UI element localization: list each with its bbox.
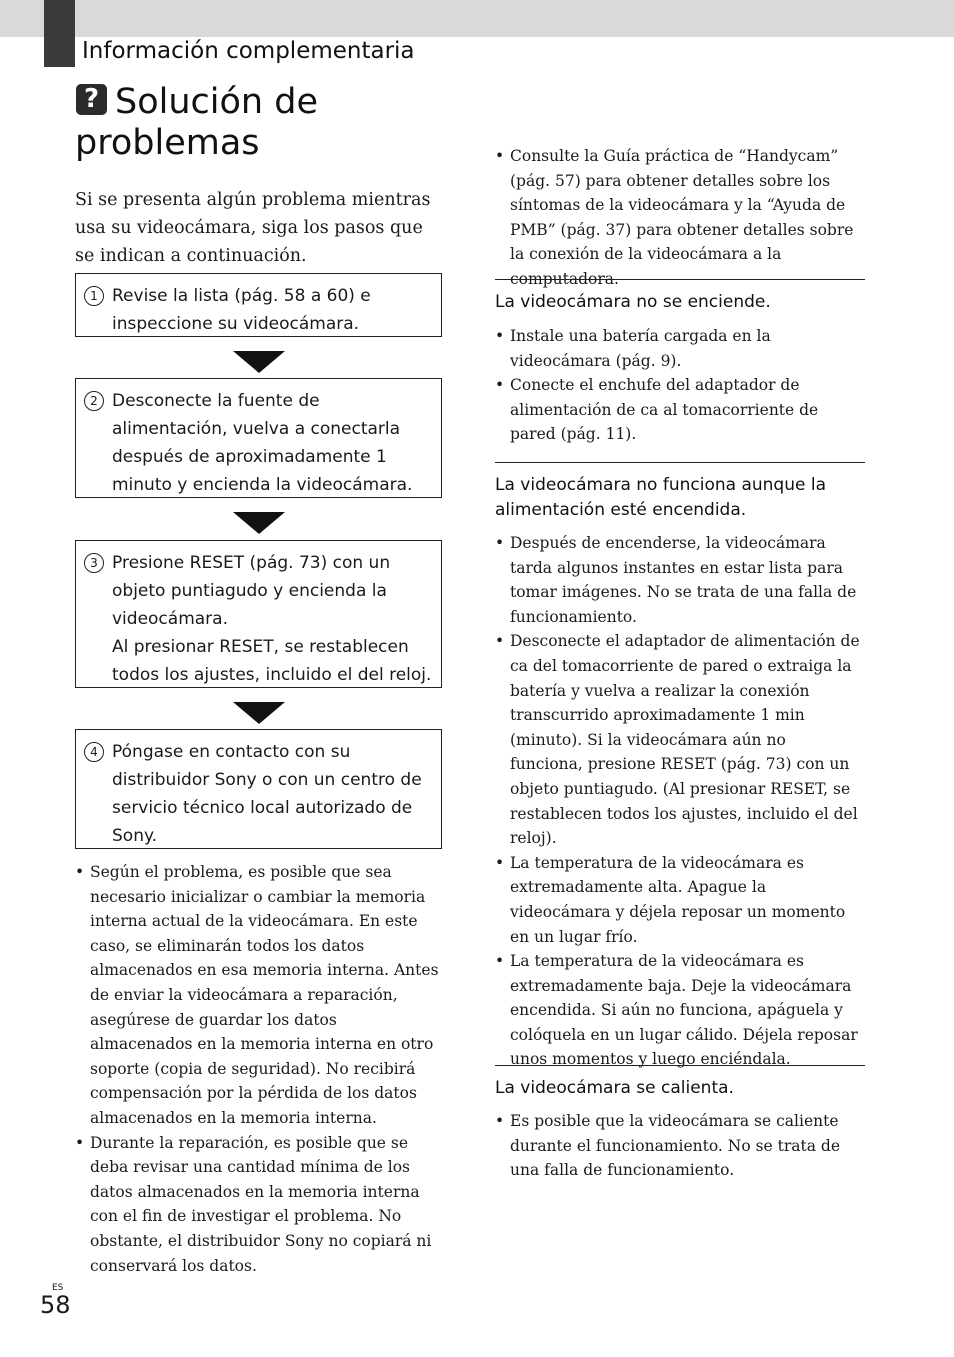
section-heading: La videocámara se calienta. — [495, 1078, 734, 1098]
list-item: • La temperatura de la videocámara es extremadamente alta. Apague la videocámara y déjela reposar un momento en un lugar frío. — [495, 851, 860, 949]
section-list — [495, 324, 860, 447]
section-marker — [44, 0, 75, 67]
page-number: 58 — [40, 1291, 71, 1319]
section-heading: La videocámara no funciona aunque la alimentación esté encendida. — [495, 475, 826, 520]
step-text: Revise la lista (pág. 58 a 60) e inspeccione su videocámara. — [112, 286, 371, 334]
list-item: • Según el problema, es posible que sea necesario inicializar o cambiar la memoria interna actual de la videocámara. En este caso, se eliminarán todos los datos almacenados en esa memoria interna. Antes de enviar la videocámara a reparación, asegúrese de guardar los datos almacenados en la memoria interna en otro soporte (copia de seguridad). No recibirá compensación por la pérdida de los datos almacenados en la memoria interna. — [75, 860, 443, 1131]
question-icon: ? — [76, 84, 107, 115]
list-item: • Instale una batería cargada en la videocámara (pág. 9). — [495, 324, 860, 373]
down-arrow-icon — [233, 512, 285, 534]
list-item: • Durante la reparación, es posible que se deba revisar una cantidad mínima de los datos almacenados en la memoria interna con el fin de investigar el problema. No obstante, el distribuidor Sony no copiará ni conservará los datos. — [75, 1131, 443, 1279]
right-intro-list — [495, 144, 860, 292]
down-arrow-icon — [233, 702, 285, 724]
step-text: Póngase en contacto con su distribuidor Sony o con un centro de servicio técnico local autorizado de Sony. — [112, 742, 422, 846]
step-number: 3 — [84, 553, 104, 573]
intro-paragraph: Si se presenta algún problema mientras usa su videocámara, siga los pasos que se indican a continuación. — [75, 190, 431, 266]
step-number: 4 — [84, 742, 104, 762]
divider — [495, 462, 865, 463]
section-heading: La videocámara no se enciende. — [495, 292, 771, 312]
step-text: Desconecte la fuente de alimentación, vuelva a conectarla después de aproximadamente 1 minuto y encienda la videocámara. — [112, 391, 413, 495]
step-text: Presione RESET (pág. 73) con un objeto puntiagudo y encienda la videocámara. — [112, 553, 391, 629]
page-title-text: Solución de problemas — [75, 82, 318, 163]
section-title: Información complementaria — [82, 38, 415, 64]
header-bar — [0, 0, 954, 37]
step-box-3 — [75, 540, 442, 688]
step-box-2 — [75, 378, 442, 498]
step-box-1 — [75, 273, 442, 337]
list-item: • Consulte la Guía práctica de “Handycam” (pág. 57) para obtener detalles sobre los síntomas de la videocámara y la “Ayuda de PMB” (pág. 37) para obtener detalles sobre la conexión de la videocámara a la computadora. — [495, 144, 860, 292]
section-list — [495, 1109, 860, 1183]
step-number: 1 — [84, 286, 104, 306]
left-notes-list — [75, 860, 443, 1278]
language-code: ES — [52, 1283, 64, 1293]
list-item: • La temperatura de la videocámara es extremadamente baja. Deje la videocámara encendida. Si aún no funciona, apáguela y colóquela en un lugar cálido. Déjela reposar unos momentos y luego enciéndala. — [495, 949, 860, 1072]
list-item: • Desconecte el adaptador de alimentación de ca del tomacorriente de pared o extraiga la batería y vuelva a realizar la conexión transcurrido aproximadamente 1 min (minuto). Si la videocámara aún no funciona, presione RESET (pág. 73) con un objeto puntiagudo. (Al presionar RESET, se restablecen todos los ajustes, incluido el del reloj). — [495, 629, 860, 850]
divider — [495, 1065, 865, 1066]
step-number: 2 — [84, 391, 104, 411]
list-item: • Conecte el enchufe del adaptador de alimentación de ca al tomacorriente de pared (pág. 11). — [495, 373, 860, 447]
list-item: • Es posible que la videocámara se caliente durante el funcionamiento. No se trata de una falla de funcionamiento. — [495, 1109, 860, 1183]
page-title — [75, 82, 475, 164]
down-arrow-icon — [233, 351, 285, 373]
section-list — [495, 531, 860, 1072]
step-box-4 — [75, 729, 442, 849]
list-item: • Después de encenderse, la videocámara tarda algunos instantes en estar lista para tomar imágenes. No se trata de una falla de funcionamiento. — [495, 531, 860, 629]
divider — [495, 279, 865, 280]
step-note: Al presionar RESET, se restablecen todos los ajustes, incluido el del reloj. — [112, 637, 432, 685]
